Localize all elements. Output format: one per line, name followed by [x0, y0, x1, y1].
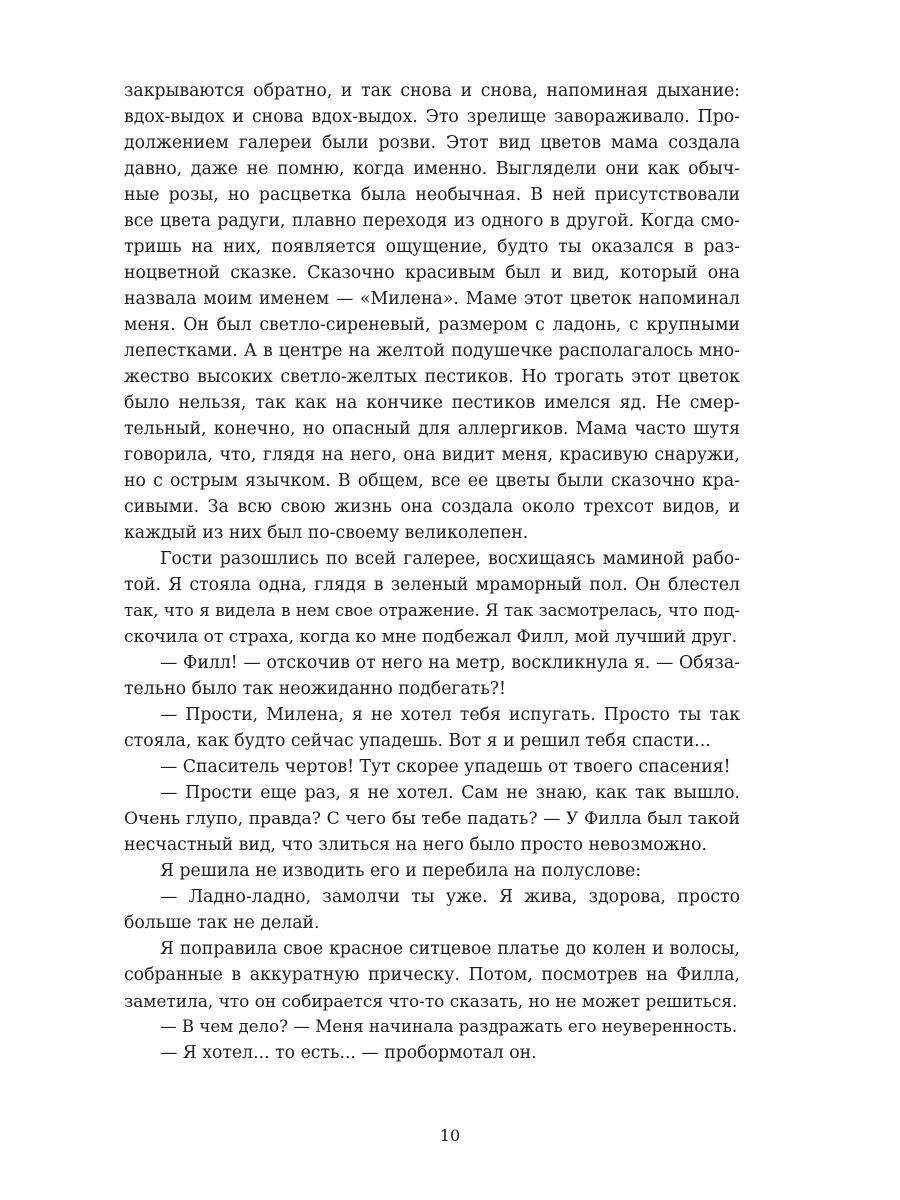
text-line: собранные в аккуратную прическу. Потом, посмотрев на Филла,: [124, 965, 740, 985]
text-line: должением галереи были розви. Этот вид цветов мама создала: [124, 133, 740, 153]
text-line: лепестками. А в центре на желтой подушечке располагалось мно-: [124, 341, 740, 361]
text-line: стояла, как будто сейчас упадешь. Вот я и решил тебя спасти...: [124, 731, 711, 751]
text-line: но с острым язычком. В общем, все ее цветы были сказочно кра-: [124, 471, 740, 491]
text-line: — Прости еще раз, я не хотел. Сам не знаю, как так вышло.: [160, 783, 740, 803]
text-line: говорила, что, глядя на него, она видит меня, красивую снаружи,: [124, 445, 740, 465]
text-line: жество высоких светло-желтых пестиков. Но трогать этот цветок: [124, 367, 740, 387]
text-line: давно, даже не помню, когда именно. Выглядели они как обыч-: [124, 159, 740, 179]
text-line: все цвета радуги, плавно переходя из одного в другой. Когда смо-: [124, 211, 740, 231]
text-line: сивыми. За всю свою жизнь она создала около трехсот видов, и: [124, 497, 740, 517]
text-line: было нельзя, так как на кончике пестиков имелся яд. Не смер-: [124, 393, 740, 413]
text-line: больше так не делай.: [124, 913, 320, 933]
text-line: ные розы, но расцветка была необычная. В ней присутствовали: [124, 185, 740, 205]
text-line: назвала моим именем — «Милена». Маме этот цветок напоминал: [124, 289, 740, 309]
text-line: несчастный вид, что злиться на него было просто невозможно.: [124, 835, 708, 855]
text-line: — Ладно-ладно, замолчи ты уже. Я жива, здорова, просто: [160, 887, 740, 907]
text-line: — Филл! — отскочив от него на метр, воскликнула я. — Обяза-: [160, 653, 740, 673]
page-number: 10: [439, 1126, 461, 1145]
text-line: Я поправила свое красное ситцевое платье до колен и волосы,: [160, 939, 740, 959]
text-line: меня. Он был светло-сиреневый, размером с ладонь, с крупными: [124, 315, 740, 335]
text-line: тельный, конечно, но опасный для аллергиков. Мама часто шутя: [124, 419, 740, 439]
body-text: [124, 78, 740, 1066]
text-line: — Спаситель чертов! Тут скорее упадешь от твоего спасения!: [160, 757, 731, 777]
text-line: заметила, что он собирается что-то сказать, но не может решиться.: [124, 991, 738, 1011]
text-line: так, что я видела в нем свое отражение. Я так засмотрелась, что под-: [124, 601, 740, 620]
text-line: скочила от страха, когда ко мне подбежал Филл, мой лучший друг.: [124, 627, 738, 647]
text-line: — Прости, Милена, я не хотел тебя испугать. Просто ты так: [160, 705, 740, 725]
text-line: тришь на них, появляется ощущение, будто ты оказался в раз-: [124, 237, 740, 257]
text-line: Очень глупо, правда? С чего бы тебе падать? — У Филла был такой: [124, 809, 740, 829]
text-line: — В чем дело? — Меня начинала раздражать его неуверенность.: [160, 1017, 738, 1036]
text-line: каждый из них был по-своему великолепен.: [124, 523, 529, 543]
text-line: той. Я стояла одна, глядя в зеленый мраморный пол. Он блестел: [124, 575, 740, 595]
text-line: — Я хотел... то есть... — пробормотал он.: [160, 1043, 537, 1063]
text-line: вдох-выдох и снова вдох-выдох. Это зрелище завораживало. Про-: [124, 107, 740, 127]
text-line: Я решила не изводить его и перебила на полуслове:: [160, 861, 642, 881]
text-line: ноцветной сказке. Сказочно красивым был и вид, который она: [124, 263, 740, 283]
text-line: закрываются обратно, и так снова и снова, напоминая дыхание:: [124, 81, 740, 101]
text-line: Гости разошлись по всей галерее, восхищаясь маминой рабо-: [160, 549, 740, 569]
text-line: тельно было так неожиданно подбегать?!: [124, 679, 506, 699]
